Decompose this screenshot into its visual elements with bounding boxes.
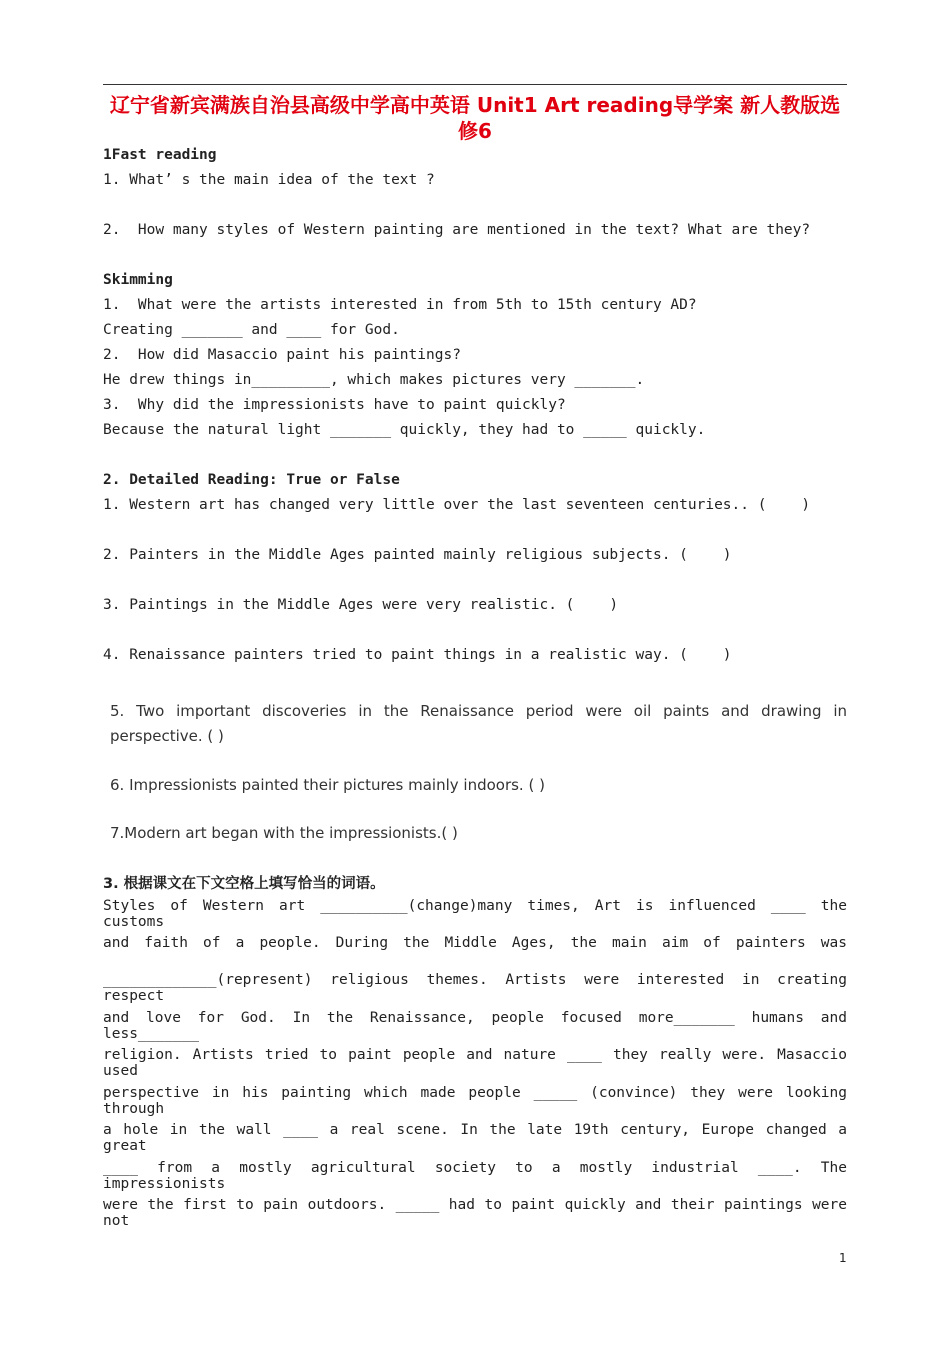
skimming-line: 1. What were the artists interested in from 5th to 15th century AD? xyxy=(103,297,697,313)
cloze-line: ____ from a mostly agricultural society to a mostly industrial ____. The impressionists xyxy=(103,1160,847,1192)
skimming-line: He drew things in_________, which makes pictures very _______. xyxy=(103,372,645,388)
true-false-item: 1. Western art has changed very little over the last seventeen centuries.. ( ) xyxy=(103,497,811,513)
skimming-line: Because the natural light _______ quickly, they had to _____ quickly. xyxy=(103,422,706,438)
header-rule xyxy=(103,84,847,85)
cloze-line: Styles of Western art __________(change)many times, Art is influenced ____ the customs xyxy=(103,898,847,930)
page-title: 辽宁省新宾满族自治县高级中学高中英语 Unit1 Art reading导学案 新人教版选修6 xyxy=(109,93,841,143)
skimming-line: 2. How did Masaccio paint his paintings? xyxy=(103,347,461,363)
page-number: 1 xyxy=(839,1251,847,1265)
cloze-line: _____________(represent) religious themes. Artists were interested in creating respect xyxy=(103,972,847,1004)
fast-reading-question-2: 2. How many styles of Western painting are mentioned in the text? What are they? xyxy=(103,222,811,238)
true-false-item: 2. Painters in the Middle Ages painted mainly religious subjects. ( ) xyxy=(103,547,732,563)
detailed-reading-heading: 2. Detailed Reading: True or False xyxy=(103,472,400,488)
true-false-item-5: 5. Two important discoveries in the Renaissance period were oil paints and drawing in perspective. ( ) xyxy=(110,702,847,745)
true-false-item-6: 6. Impressionists painted their pictures mainly indoors. ( ) xyxy=(110,776,545,794)
skimming-heading: Skimming xyxy=(103,272,173,288)
cloze-line: and love for God. In the Renaissance, people focused more_______ humans and less_______ xyxy=(103,1010,847,1042)
cloze-line: and faith of a people. During the Middle Ages, the main aim of painters was xyxy=(103,935,847,951)
true-false-item: 4. Renaissance painters tried to paint things in a realistic way. ( ) xyxy=(103,647,732,663)
cloze-line: were the first to pain outdoors. _____ had to paint quickly and their paintings were not xyxy=(103,1197,847,1229)
fast-reading-question-1: 1. What’ s the main idea of the text ? xyxy=(103,172,435,188)
cloze-heading: 3. 根据课文在下文空格上填写恰当的词语。 xyxy=(103,876,385,892)
true-false-item-7: 7.Modern art began with the impressionists.( ) xyxy=(110,824,458,842)
cloze-line: a hole in the wall ____ a real scene. In the late 19th century, Europe changed a great xyxy=(103,1122,847,1154)
fast-reading-heading: 1Fast reading xyxy=(103,147,217,163)
cloze-line: perspective in his painting which made people _____ (convince) they were looking through xyxy=(103,1085,847,1117)
true-false-item: 3. Paintings in the Middle Ages were very realistic. ( ) xyxy=(103,597,619,613)
skimming-line: Creating _______ and ____ for God. xyxy=(103,322,400,338)
skimming-line: 3. Why did the impressionists have to paint quickly? xyxy=(103,397,566,413)
cloze-line: religion. Artists tried to paint people and nature ____ they really were. Masaccio used xyxy=(103,1047,847,1079)
